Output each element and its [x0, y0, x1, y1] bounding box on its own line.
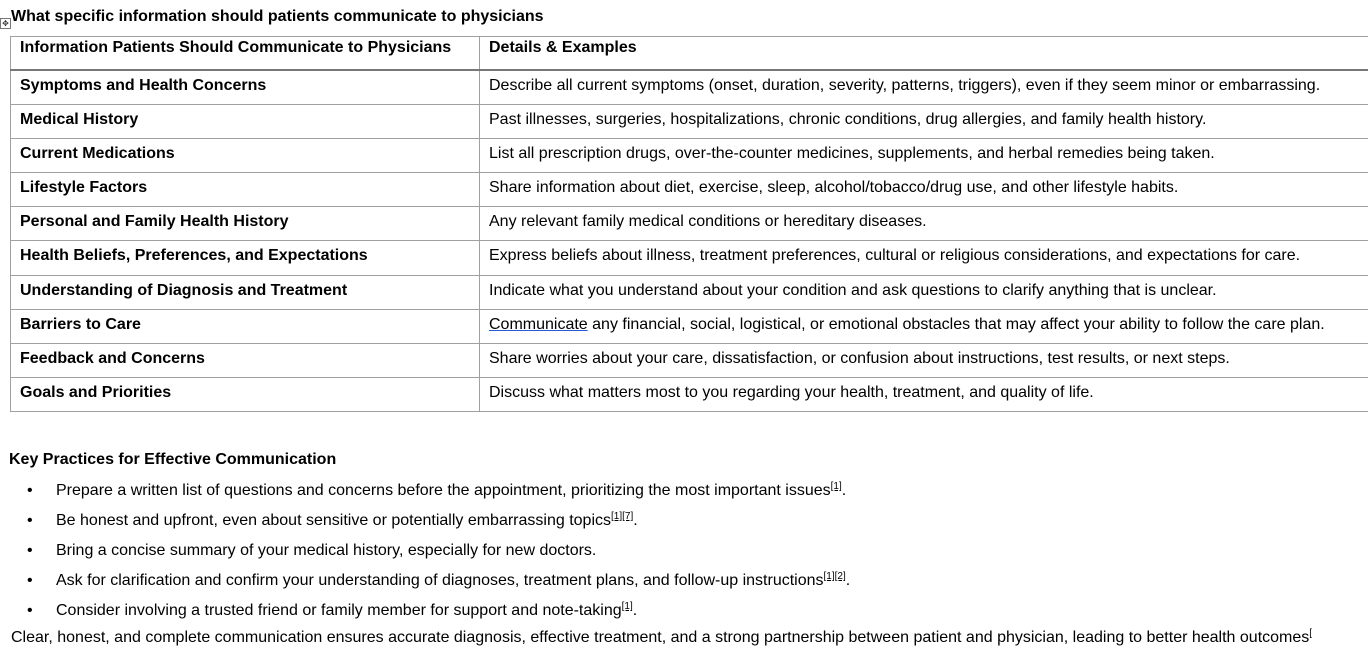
bullet-icon: • — [27, 572, 33, 589]
closing-paragraph — [11, 629, 1312, 647]
citation-link[interactable]: [1] — [830, 481, 842, 492]
list-item-text: Be honest and upfront, even about sensitive or potentially embarrassing topics — [56, 512, 611, 529]
document-title: What specific information should patients communicate to physicians — [11, 8, 544, 25]
row-details: Discuss what matters most to you regarding your health, treatment, and quality of life. — [480, 378, 1368, 412]
table-row — [11, 344, 1368, 378]
closing-text: Clear, honest, and complete communication ensures accurate diagnosis, effective treatment, and a strong partnership between patient and physician, leading to better health outcomes — [11, 629, 1310, 646]
row-details — [480, 309, 1368, 343]
row-topic: Current Medications — [11, 138, 480, 172]
row-details: Express beliefs about illness, treatment preferences, cultural or religious considerations, and expectations for care. — [480, 241, 1368, 275]
table-row — [11, 138, 1368, 172]
column-header: Details & Examples — [480, 37, 1368, 71]
details-text: any financial, social, logistical, or emotional obstacles that may affect your ability to follow the care plan. — [592, 315, 1325, 333]
table-row — [11, 275, 1368, 309]
row-topic: Feedback and Concerns — [11, 344, 480, 378]
row-details: Indicate what you understand about your condition and ask questions to clarify anything that is unclear. — [480, 275, 1368, 309]
row-details: List all prescription drugs, over-the-counter medicines, supplements, and herbal remedies being taken. — [480, 138, 1368, 172]
list-item-text: Ask for clarification and confirm your understanding of diagnoses, treatment plans, and follow-up instructions — [56, 572, 824, 589]
citation-link[interactable]: [1] — [621, 601, 633, 612]
table-row — [11, 207, 1368, 241]
table-row — [11, 173, 1368, 207]
section-heading: Key Practices for Effective Communication — [9, 451, 337, 468]
row-details: Share worries about your care, dissatisfaction, or confusion about instructions, test results, or next steps. — [480, 344, 1368, 378]
communication-table — [10, 36, 1368, 412]
table-row — [11, 70, 1368, 104]
list-item — [0, 511, 850, 541]
list-item — [0, 571, 850, 601]
row-topic: Personal and Family Health History — [11, 207, 480, 241]
table-header-row — [11, 37, 1368, 71]
table-row — [11, 378, 1368, 412]
list-item — [0, 481, 850, 511]
list-item-text: Bring a concise summary of your medical history, especially for new doctors. — [56, 542, 597, 559]
row-details: Share information about diet, exercise, sleep, alcohol/tobacco/drug use, and other lifestyle habits. — [480, 173, 1368, 207]
citation-link[interactable]: [1][2] — [823, 571, 846, 582]
period: . — [632, 602, 638, 619]
row-topic: Medical History — [11, 104, 480, 138]
column-header: Information Patients Should Communicate to Physicians — [11, 37, 480, 71]
period: . — [845, 572, 851, 589]
table-row — [11, 241, 1368, 275]
row-topic: Health Beliefs, Preferences, and Expectations — [11, 241, 480, 275]
list-item — [0, 601, 850, 631]
bullet-icon: • — [27, 542, 33, 559]
bullet-icon: • — [27, 602, 33, 619]
row-topic: Barriers to Care — [11, 309, 480, 343]
row-topic: Goals and Priorities — [11, 378, 480, 412]
spellcheck-underlined-word[interactable]: Communicate — [489, 315, 588, 333]
table-move-handle-icon[interactable]: ✥ — [0, 18, 11, 29]
row-topic: Symptoms and Health Concerns — [11, 70, 480, 104]
period: . — [841, 482, 847, 499]
bullet-icon: • — [27, 512, 33, 529]
row-topic: Understanding of Diagnosis and Treatment — [11, 275, 480, 309]
row-details: Past illnesses, surgeries, hospitalizations, chronic conditions, drug allergies, and family health history. — [480, 104, 1368, 138]
citation-link[interactable]: [1][7] — [611, 511, 634, 522]
row-details: Describe all current symptoms (onset, duration, severity, patterns, triggers), even if they seem minor or embarrassing. — [480, 70, 1368, 104]
list-item-text: Prepare a written list of questions and concerns before the appointment, prioritizing the most important issues — [56, 482, 831, 499]
citation-link[interactable]: [ — [1309, 628, 1313, 639]
table-row — [11, 104, 1368, 138]
key-practices-list — [0, 481, 850, 631]
table-row — [11, 309, 1368, 343]
period: . — [633, 512, 638, 529]
row-details: Any relevant family medical conditions or hereditary diseases. — [480, 207, 1368, 241]
bullet-icon: • — [27, 482, 33, 499]
row-topic: Lifestyle Factors — [11, 173, 480, 207]
list-item — [0, 541, 850, 571]
list-item-text: Consider involving a trusted friend or family member for support and note-taking — [56, 602, 622, 619]
